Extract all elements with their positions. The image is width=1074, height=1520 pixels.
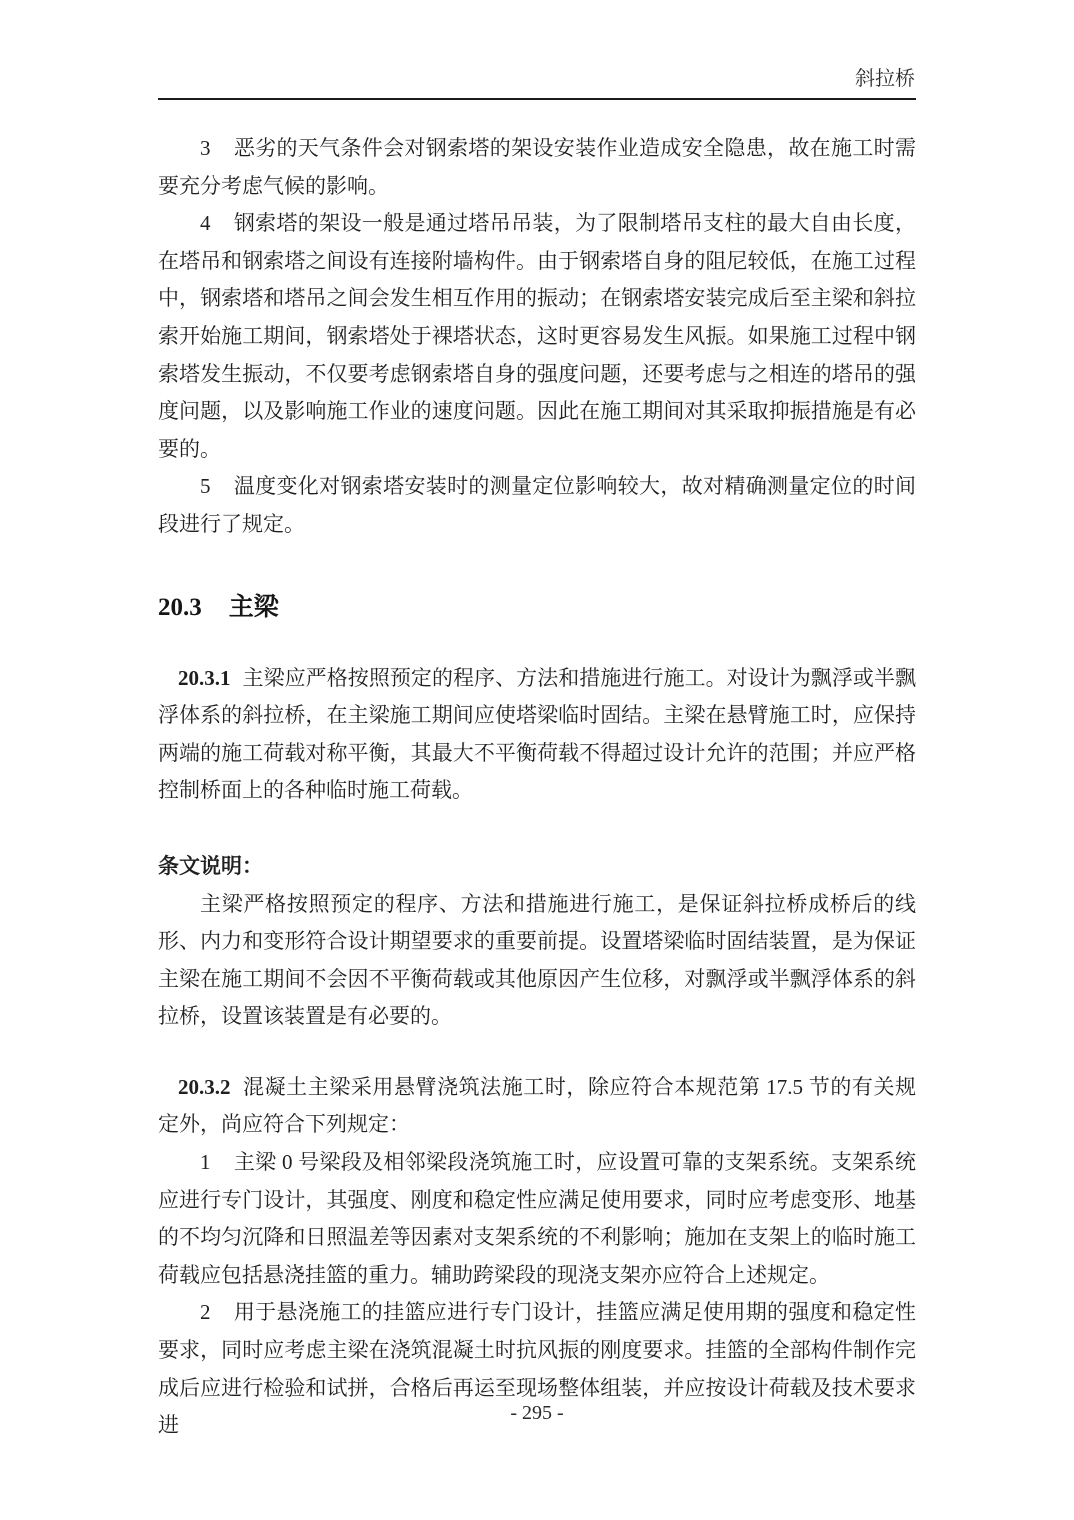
header-title: 斜拉桥 xyxy=(855,68,915,90)
page-content xyxy=(158,130,916,1445)
item-number: 5 xyxy=(200,474,211,499)
commentary-item-5 xyxy=(158,468,916,543)
commentary-label: 条文说明： xyxy=(158,853,263,878)
commentary-item-4 xyxy=(158,205,916,468)
item-text: 温度变化对钢索塔安装时的测量定位影响较大，故对精确测量定位的时间段进行了规定。 xyxy=(158,474,916,536)
section-number: 20.3 xyxy=(158,593,202,621)
clause-text: 主梁应严格按照预定的程序、方法和措施进行施工。对设计为飘浮或半飘浮体系的斜拉桥，在主梁施工期间应使塔梁临时固结。主梁在悬臂施工时，应保持两端的施工荷载对称平衡，其最大不平衡荷载不得超过设计允许的范围；并应严格控制桥面上的各种临时施工荷载。 xyxy=(158,665,916,803)
page-number: - 295 - xyxy=(510,1402,564,1424)
clause-20-3-1 xyxy=(158,660,916,810)
header-rule xyxy=(158,98,916,100)
commentary-text: 主梁严格按照预定的程序、方法和措施进行施工，是保证斜拉桥成桥后的线形、内力和变形符合设计期望要求的重要前提。设置塔梁临时固结装置，是为保证主梁在施工期间不会因不平衡荷载或其他原因产生位移，对飘浮或半飘浮体系的斜拉桥，设置该装置是有必要的。 xyxy=(158,891,916,1029)
item-number: 2 xyxy=(200,1300,211,1325)
clause-20-3-2 xyxy=(158,1069,916,1144)
item-number: 3 xyxy=(200,136,211,160)
item-number: 1 xyxy=(200,1150,211,1175)
clause-text: 混凝土主梁采用悬臂浇筑法施工时，除应符合本规范第 17.5 节的有关规定外，尚应符合下列规定： xyxy=(158,1074,916,1137)
commentary-item-3 xyxy=(158,130,916,205)
clause-number: 20.3.1 xyxy=(178,665,231,690)
item-text: 用于悬浇施工的挂篮应进行专门设计，挂篮应满足使用期的强度和稳定性要求，同时应考虑主梁在浇筑混凝土时抗风振的刚度要求。挂篮的全部构件制作完成后应进行检验和试拼，合格后再运至现场整体组装，并应按设计荷载及技术要求进 xyxy=(158,1300,916,1438)
running-header xyxy=(855,66,915,92)
item-text: 主梁 0 号梁段及相邻梁段浇筑施工时，应设置可靠的支架系统。支架系统应进行专门设计，其强度、刚度和稳定性应满足使用要求，同时应考虑变形、地基的不均匀沉降和日照温差等因素对支架系统的不利影响；施加在支架上的临时施工荷载应包括悬浇挂篮的重力。辅助跨梁段的现浇支架亦应符合上述规定。 xyxy=(158,1150,916,1287)
section-title: 主梁 xyxy=(228,593,279,621)
item-number: 4 xyxy=(200,211,211,236)
clause-number: 20.3.2 xyxy=(178,1074,231,1099)
item-text: 恶劣的天气条件会对钢索塔的架设安装作业造成安全隐患，故在施工时需要充分考虑气候的影响。 xyxy=(158,136,916,198)
section-heading xyxy=(158,587,916,629)
item-text: 钢索塔的架设一般是通过塔吊吊装，为了限制塔吊支柱的最大自由长度，在塔吊和钢索塔之间设有连接附墙构件。由于钢索塔自身的阻尼较低，在施工过程中，钢索塔和塔吊之间会发生相互作用的振动；在钢索塔安装完成后至主梁和斜拉索开始施工期间，钢索塔处于裸塔状态，这时更容易发生风振。如果施工过程中钢索塔发生振动，不仅要考虑钢索塔自身的强度问题，还要考虑与之相连的塔吊的强度问题，以及影响施工作业的速度问题。因此在施工期间对其采取抑振措施是有必要的。 xyxy=(158,211,916,461)
clause-item-1 xyxy=(158,1144,916,1294)
